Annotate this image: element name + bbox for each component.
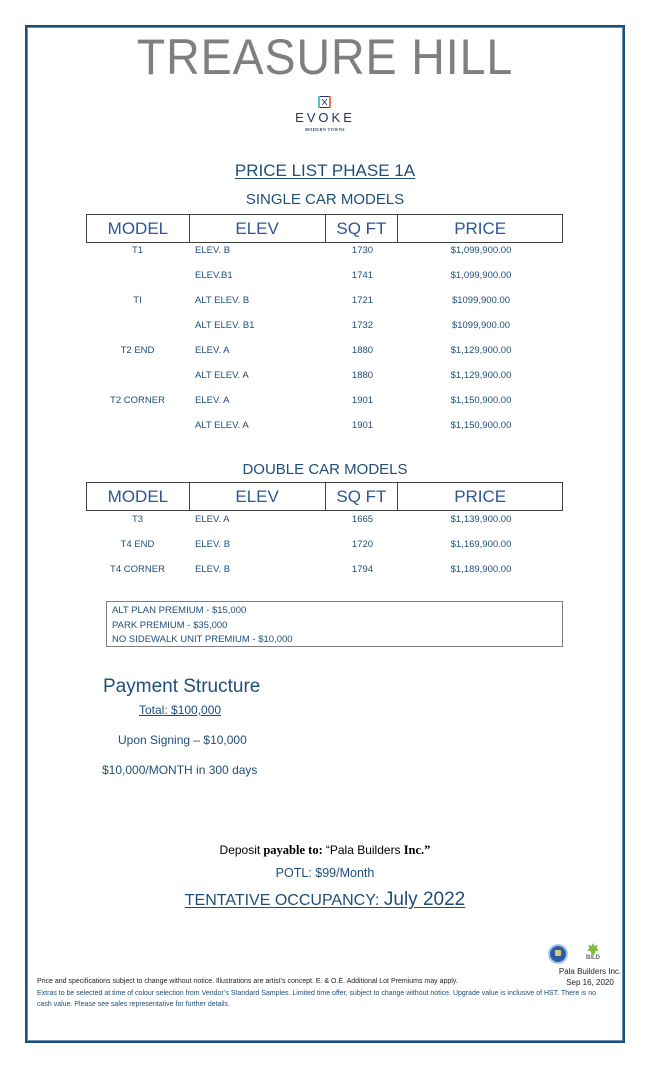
deposit-suffix: Inc.” (400, 843, 431, 857)
potl-fee: POTL: $99/Month (275, 866, 375, 880)
column-header-elev: ELEV (190, 215, 326, 242)
tentative-occupancy (0, 889, 650, 911)
sqft-cell: 1794 (351, 564, 374, 575)
column-header-elev: ELEV (190, 483, 326, 510)
model-cell: T3 (131, 514, 144, 525)
table-row (86, 270, 563, 284)
evoke-logo-icon (318, 96, 331, 108)
table-row (86, 564, 563, 578)
disclaimer-line-2: Extras to be selected at time of colour selection from Vendor’s Standard Samples. Limited time offer, subject to change without notice. Upgrade value is inclusive of HST. There is no cash value. Please see sales representative for further details. (37, 990, 596, 1008)
elev-cell: ELEV. B (195, 564, 231, 575)
elev-cell: ALT ELEV. B (195, 295, 250, 306)
sqft-cell: 1721 (351, 295, 374, 306)
price-cell: $1,129,900.00 (450, 345, 512, 356)
brand-tagline: MODERN TOWNS (305, 127, 345, 132)
table-row (86, 539, 563, 553)
model-cell: T2 END (120, 345, 155, 356)
bild-label: BILD (586, 955, 600, 961)
elev-cell: ALT ELEV. A (195, 420, 249, 431)
double-car-heading: DOUBLE CAR MODELS (242, 461, 408, 478)
premium-item: ALT PLAN PREMIUM - $15,000 (112, 605, 247, 616)
sqft-cell: 1880 (351, 345, 374, 356)
payment-upon-signing: Upon Signing – $10,000 (118, 733, 247, 747)
table-row (86, 295, 563, 309)
disclaimer-line-1: Price and specifications subject to change without notice. Illustrations are artist’s concept. E. & O.E. Additional Lot Premiums may apply. (37, 978, 458, 985)
price-cell: $1,169,900.00 (450, 539, 512, 550)
tarion-badge-icon (548, 944, 568, 964)
sqft-cell: 1732 (351, 320, 374, 331)
model-cell: T2 CORNER (110, 395, 165, 406)
elev-cell: ELEV.B1 (195, 270, 233, 281)
model-cell: TI (133, 295, 142, 306)
table-row (86, 245, 563, 259)
price-list-title (0, 161, 650, 181)
table-row (86, 395, 563, 409)
price-cell: $1,129,900.00 (450, 370, 512, 381)
document-date: Sep 16, 2020 (566, 978, 614, 987)
elev-cell: ELEV. B (195, 539, 231, 550)
sqft-cell: 1720 (351, 539, 374, 550)
price-cell: $1099,900.00 (451, 320, 511, 331)
price-list-title-text: PRICE LIST PHASE 1A (234, 161, 416, 180)
elev-cell: ELEV. A (195, 345, 230, 356)
deposit-prefix: Deposit (219, 843, 261, 857)
deposit-payee: “Pala Builders (325, 843, 401, 857)
premium-item: PARK PREMIUM - $35,000 (112, 619, 228, 631)
price-cell: $1,139,900.00 (450, 514, 512, 525)
payment-monthly: $10,000/MONTH in 300 days (102, 763, 258, 777)
premiums-box (106, 601, 563, 647)
price-cell: $1099,900.00 (451, 295, 511, 306)
occupancy-date: July 2022 (383, 889, 466, 910)
price-cell: $1,150,900.00 (450, 420, 512, 431)
table-row (86, 420, 563, 434)
sqft-cell: 1730 (351, 245, 374, 256)
double-car-table-header (86, 482, 563, 511)
table-row (86, 370, 563, 384)
column-header-price: PRICE (454, 219, 507, 238)
occupancy-label: TENTATIVE OCCUPANCY: (184, 892, 384, 909)
premium-item: NO SIDEWALK UNIT PREMIUM - $10,000 (112, 634, 293, 645)
bild-badge-icon (583, 943, 603, 965)
deposit-note (0, 843, 650, 858)
sqft-cell: 1665 (351, 514, 374, 525)
column-header-model: MODEL (87, 215, 190, 242)
model-cell: T4 CORNER (110, 564, 165, 575)
column-header-sqft: SQ FT (326, 215, 399, 242)
elev-cell: ELEV. A (195, 514, 230, 525)
deposit-payable-to: payable to: (260, 843, 326, 857)
elev-cell: ELEV. B (195, 245, 231, 256)
builder-name: Pala Builders Inc. (558, 967, 622, 976)
price-cell: $1,150,900.00 (450, 395, 512, 406)
column-header-model: MODEL (87, 483, 190, 510)
elev-cell: ELEV. A (195, 395, 230, 406)
single-car-heading: SINGLE CAR MODELS (245, 191, 405, 208)
table-row (86, 320, 563, 334)
sqft-cell: 1901 (351, 420, 374, 431)
payment-total: Total: $100,000 (139, 703, 222, 717)
price-cell: $1,189,900.00 (450, 564, 512, 575)
table-row (86, 345, 563, 359)
project-title: TREASURE HILL (136, 29, 514, 85)
sqft-cell: 1880 (351, 370, 374, 381)
table-row (86, 514, 563, 528)
payment-structure-title: Payment Structure (103, 676, 261, 697)
price-cell: $1,099,900.00 (450, 270, 512, 281)
brand-name: EVOKE (295, 110, 355, 125)
model-cell: T4 END (120, 539, 155, 550)
elev-cell: ALT ELEV. B1 (195, 320, 255, 331)
single-car-table-header (86, 214, 563, 243)
column-header-price: PRICE (454, 487, 507, 506)
model-cell: T1 (131, 245, 144, 256)
elev-cell: ALT ELEV. A (195, 370, 249, 381)
sqft-cell: 1741 (351, 270, 374, 281)
price-cell: $1,099,900.00 (450, 245, 512, 256)
column-header-sqft: SQ FT (326, 483, 399, 510)
maple-leaf-icon (587, 943, 599, 955)
sqft-cell: 1901 (351, 395, 374, 406)
